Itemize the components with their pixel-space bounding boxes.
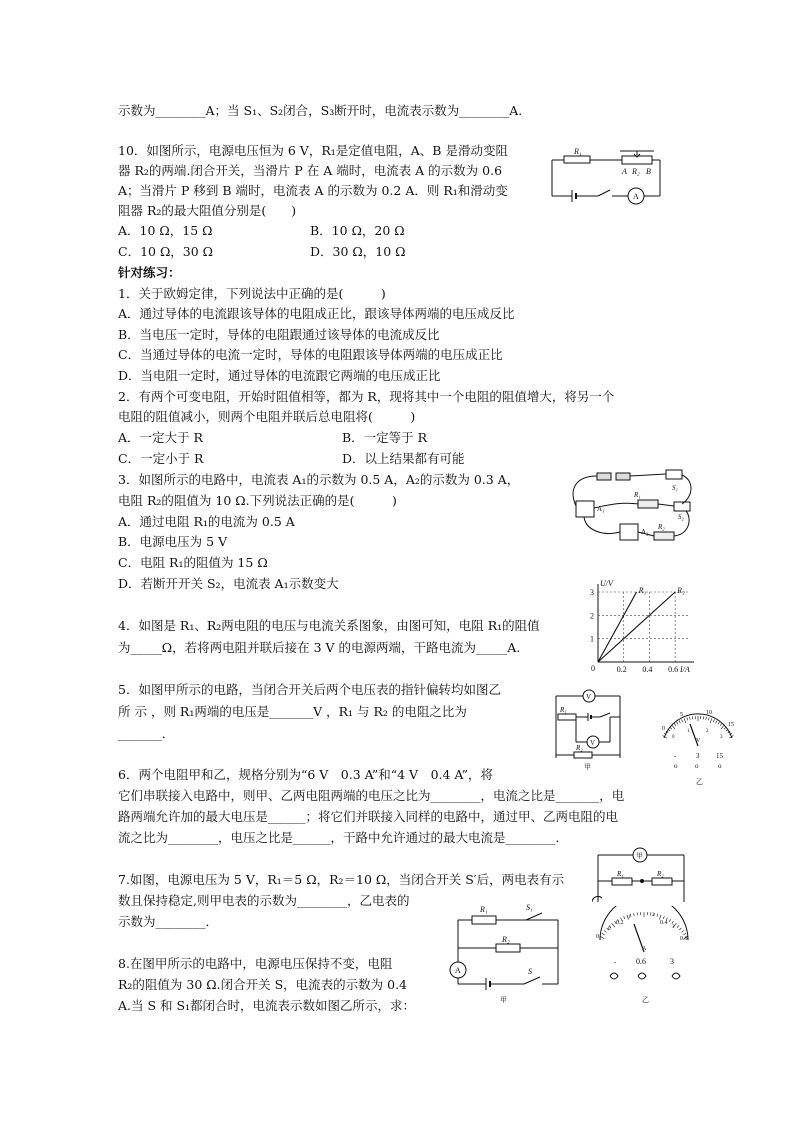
- p3-r2-label: R₂: [658, 523, 665, 531]
- p7-r1-label: R₁: [617, 870, 624, 878]
- p5-stem-3: _______．: [118, 726, 175, 741]
- p5ticks-tick: [672, 725, 675, 729]
- p5ticks-tick: [708, 718, 709, 721]
- q10-r2-label: R₂: [632, 167, 640, 176]
- q9-tail: 示数为________A；当 S₁、S₂闭合，S₃断开时，电流表示数为________A.: [118, 103, 523, 118]
- p8-r1: [472, 916, 496, 924]
- p3-a1-label: A₁: [597, 505, 605, 513]
- p6-stem-3: 路两端允许加的最大电压是______；将它们并联接入同样的电路中，通过甲、乙两电阻的电: [118, 809, 619, 824]
- p7-r2: [652, 878, 672, 885]
- p8ticks-tick: [659, 915, 661, 920]
- p3-stem-2: 电阻 R₂的阻值为 10 Ω.下列说法正确的是( ): [118, 493, 397, 508]
- p5ticks-tick: [677, 722, 679, 725]
- p4-y-tick: 2: [590, 611, 594, 621]
- p5ticks-tick: [690, 717, 691, 720]
- p8ticks-tick: [677, 926, 679, 928]
- p5-term-15: 15: [716, 752, 723, 760]
- p5ticks-tick: [674, 723, 676, 725]
- p8-s-label: S: [528, 967, 532, 976]
- p3-battery-2: [616, 473, 630, 480]
- p8ticks-tick: [681, 931, 683, 933]
- p4-x-tick: 0.2: [616, 665, 627, 674]
- p3-resistor-r1: [638, 500, 658, 508]
- p5-r1: [558, 714, 576, 720]
- p8ticks-tick: [602, 933, 604, 935]
- p5ticks-tick: [710, 718, 712, 723]
- p8ticks-tick: [663, 916, 664, 919]
- p8-scale2-3: 3: [672, 925, 675, 930]
- p5-term-minus: -: [674, 752, 677, 760]
- p8-caption-jia: 甲: [500, 996, 507, 1004]
- p4-x-tick: 0.6: [668, 665, 679, 674]
- p4-x-label: I/A: [680, 665, 690, 674]
- p4-x-tick: 0.4: [642, 665, 653, 674]
- p7-meter-jia-label: 甲: [636, 852, 643, 860]
- p3-circuit-figure: [562, 466, 698, 552]
- p8ticks-tick: [612, 923, 615, 927]
- p5-scale2-0: 0: [672, 735, 675, 740]
- p8-circuit-figure: [446, 900, 568, 1006]
- p8-r2-label: R₂: [502, 935, 510, 944]
- p8ticks-tick: [669, 919, 671, 922]
- p1-option-b: B．当电压一定时，导体的电阻跟通过该导体的电流成反比: [118, 327, 440, 342]
- p8-scale2-2: 2: [652, 913, 655, 918]
- p8-term-3: 3: [670, 957, 674, 966]
- p8-scale2-1: 1: [628, 915, 631, 920]
- p6-stem-4: 流之比为________，电压之比是______，干路中允许通过的最大电流是________．: [118, 830, 569, 845]
- p3-battery-1: [597, 473, 611, 480]
- p8-switch-s: [524, 977, 540, 984]
- p5-scale-15: 15: [728, 722, 734, 728]
- p8-switch-s1: [526, 913, 542, 920]
- p1-option-a: A．通过导体的电流跟该导体的电阻成正比，跟该导体两端的电压成反比: [118, 306, 515, 321]
- p3-s2-label: S₂: [678, 513, 684, 521]
- p4-ui-chart: [588, 578, 700, 674]
- p5ticks-tick: [721, 725, 724, 729]
- p3-ammeter-a1: [576, 501, 594, 517]
- q10-b-label: B: [646, 167, 651, 176]
- svg-text:o: o: [695, 762, 699, 770]
- p5ticks-tick: [720, 723, 722, 725]
- p3-switch-s1: [666, 470, 682, 479]
- q10-option-a: A．10 Ω，15 Ω: [118, 223, 213, 238]
- p3-option-a: A．通过电阻 R₁的电流为 0.5 A: [118, 514, 295, 529]
- p3-r1-label: R₁: [634, 491, 641, 499]
- p4-stem-1: 4．如图是 R₁、R₂两电阻的电压与电流关系图象，由图可知，电阻 R₁的阻值: [118, 618, 540, 633]
- q10-r1-resistor: [564, 156, 590, 163]
- p5-r1-label: R₁: [560, 706, 567, 714]
- p5-caption-yi: 乙: [696, 778, 703, 786]
- p8ticks-tick: [657, 914, 658, 917]
- p8-dial-arc: [600, 906, 688, 940]
- p6-stem-1: 6．两个电阻甲和乙，规格分别为“6 V 0.3 A”和“4 V 0.4 A”，将: [118, 767, 494, 782]
- q10-stem-1: 10．如图所示，电源电压恒为 6 V，R₁是定值电阻，A、B 是滑动变阻: [118, 143, 508, 158]
- p7-r2-label: R₂: [657, 870, 664, 878]
- q10-switch: [598, 190, 610, 196]
- p2-option-b: B．一定等于 R: [342, 430, 428, 445]
- p3-switch-s2: [674, 502, 690, 511]
- p8ticks-tick: [684, 933, 686, 935]
- svg-text:o: o: [718, 762, 722, 770]
- p4-series-line-2: [598, 592, 675, 662]
- p8-term-minus: -: [614, 958, 617, 966]
- p5-scale-0: 0: [662, 726, 665, 732]
- q10-stem-3: A；当滑片 P 移到 B 端时，电流表 A 的示数为 0.2 A．则 R₁和滑动变: [118, 183, 508, 198]
- p4-y-label: U/V: [600, 579, 613, 588]
- p8ticks-tick: [634, 913, 635, 916]
- p2-option-c: C．一定小于 R: [118, 451, 204, 466]
- p8-dial-unit: A: [642, 946, 647, 952]
- q10-option-c: C．10 Ω，30 Ω: [118, 244, 214, 259]
- p8-scale-0: 0: [596, 934, 599, 940]
- p1-option-c: C．当通过导体的电流一定时，导体的电阻跟该导体两端的电压成正比: [118, 347, 503, 362]
- p8-scale-06: 0.6: [680, 936, 688, 942]
- p5-circuit-figure: [548, 688, 632, 772]
- p5ticks-tick: [713, 719, 714, 722]
- p3-option-d: D．若断开开关 S₂，电流表 A₁示数变大: [118, 576, 339, 591]
- p8-scale-04: 0.4: [660, 920, 668, 926]
- p8-ammeter-label: A: [455, 966, 461, 975]
- p3-ammeter-a2: [620, 524, 638, 540]
- p5-dial-unit: V: [696, 738, 701, 744]
- p5-v2-label: V: [590, 739, 596, 747]
- p5ticks-tick: [706, 717, 707, 720]
- p5ticks-tick: [670, 727, 672, 729]
- p8-ammeter-dial: [592, 906, 694, 1008]
- p8-term-06: 0.6: [636, 957, 646, 966]
- p5ticks-tick: [679, 721, 680, 724]
- p3-a2-label: A₂: [641, 528, 649, 536]
- p5-scale-5: 5: [680, 712, 683, 718]
- p3-option-b: B．电源电压为 5 V: [118, 534, 228, 549]
- svg-text:o: o: [674, 762, 678, 770]
- p4-stem-2: 为_____Ω，若将两电阻并联后接在 3 V 的电源两端，干路电流为_____A.: [118, 640, 521, 655]
- q10-circuit-figure: [548, 144, 666, 214]
- p2-option-d: D．以上结果都有可能: [342, 451, 465, 466]
- p3-resistor-r2: [654, 532, 674, 540]
- p8ticks-tick: [679, 928, 681, 930]
- q10-a-label: A: [622, 167, 627, 176]
- p2-stem-1: 2．有两个可变电阻，开始时阻值相等，都为 R，现将其中一个电阻的阻值增大，将另一个: [118, 389, 615, 404]
- p5-term-3: 3: [696, 752, 700, 760]
- p8ticks-tick: [600, 936, 604, 939]
- p5ticks-tick: [687, 718, 688, 721]
- p8ticks-tick: [604, 931, 606, 933]
- p8-caption-yi: 乙: [642, 996, 649, 1004]
- p5-scale2-1: 1: [687, 729, 690, 734]
- p5-r2: [574, 752, 592, 758]
- p6-stem-2: 它们串联接入电路中，则甲、乙两电阻两端的电压之比为________，电流之比是_______，电: [118, 788, 625, 803]
- p5ticks-tick: [684, 718, 686, 723]
- p4-y-tick: 1: [590, 634, 594, 644]
- q10-stem-4: 阻器 R₂的最大阻值分别是( ): [118, 203, 297, 218]
- p3-s1-label: S₁: [672, 484, 678, 492]
- q10-option-b: B．10 Ω，20 Ω: [310, 223, 405, 238]
- p7-stem-3: 示数为________．: [118, 914, 219, 929]
- p8-stem-2: R₂的阻值为 30 Ω.闭合开关 S，电流表的示数为 0.4: [118, 977, 408, 992]
- p7-stem-2: 数且保持稳定,则甲电表的示数为________，乙电表的: [118, 893, 410, 908]
- p7-circuit-figure: [592, 846, 692, 904]
- p3-stem-1: 3．如图所示的电路中，电流表 A₁的示数为 0.5 A，A₂的示数为 0.3 A，: [118, 472, 520, 487]
- p5-stem-2: 所 示 ，则 R₁两端的电压是_______V ，R₁ 与 R₂ 的电阻之比为: [118, 704, 467, 719]
- p7-r1: [612, 878, 632, 885]
- p5ticks-tick: [718, 722, 720, 725]
- p1-option-d: D．当电阻一定时，通过导体的电流跟它两端的电压成正比: [118, 368, 441, 383]
- p8-stem-1: 8.在图甲所示的电路中，电源电压保持不变，电阻: [118, 956, 393, 971]
- p5ticks-tick: [682, 719, 683, 722]
- p5ticks-tick: [716, 721, 717, 724]
- p8-scale-02: 0.2: [616, 920, 624, 926]
- p2-stem-2: 电阻的阻值减小，则两个电阻并联后总电阻将( ): [118, 409, 416, 424]
- p5-voltmeter-dial: [660, 708, 736, 786]
- p4-series-label-1: R₁: [638, 586, 647, 595]
- p5-v1-label: V: [586, 693, 592, 701]
- p5-scale2-3: 3: [720, 735, 723, 740]
- q10-ammeter-label: A: [633, 192, 639, 201]
- practice-heading: 针对练习：: [118, 265, 181, 280]
- p3-option-c: C．电阻 R₁的阻值为 15 Ω: [118, 555, 268, 570]
- q10-option-d: D．30 Ω，10 Ω: [310, 244, 406, 259]
- p8-r2: [496, 944, 520, 952]
- p1-stem: 1．关于欧姆定律，下列说法中正确的是( ): [118, 286, 386, 301]
- p4-y-tick: 3: [590, 588, 594, 597]
- p8-s1-label: S₁: [526, 903, 533, 912]
- p4-origin-tick: 0: [591, 664, 595, 673]
- p4-series-label-2: R₂: [677, 586, 685, 595]
- p8-stem-3: A.当 S 和 S₁都闭合时，电流表示数如图乙所示，求：: [118, 998, 416, 1013]
- p5-scale2-2: 2: [706, 729, 709, 734]
- p5-caption-jia: 甲: [584, 763, 591, 771]
- p8-scale2-0: 0: [608, 927, 611, 932]
- p8ticks-tick: [624, 916, 625, 919]
- p5-scale-10: 10: [706, 710, 712, 716]
- p2-option-a: A．一定大于 R: [118, 430, 203, 445]
- p4-series-line-1: [598, 592, 637, 662]
- p5-stem-1: 5．如图甲所示的电路，当闭合开关后两个电压表的指针偏转均如图乙: [118, 682, 501, 697]
- p5-r2-label: R₂: [576, 744, 583, 752]
- q10-stem-2: 器 R₂的两端.闭合开关，当滑片 P 在 A 端时，电流表 A 的示数为 0.6: [118, 163, 503, 178]
- q10-r1-label: R₁: [574, 147, 582, 156]
- p7-stem-1: 7.如图，电源电压为 5 V，R₁＝5 Ω，R₂＝10 Ω，当闭合开关 S′后，两电表有示: [118, 872, 565, 887]
- p5ticks-tick: [724, 727, 726, 729]
- p8-r1-label: R₁: [480, 905, 488, 914]
- p5-switch: [600, 713, 610, 717]
- p8-terminal-left: [610, 973, 618, 979]
- p8ticks-tick: [672, 921, 674, 923]
